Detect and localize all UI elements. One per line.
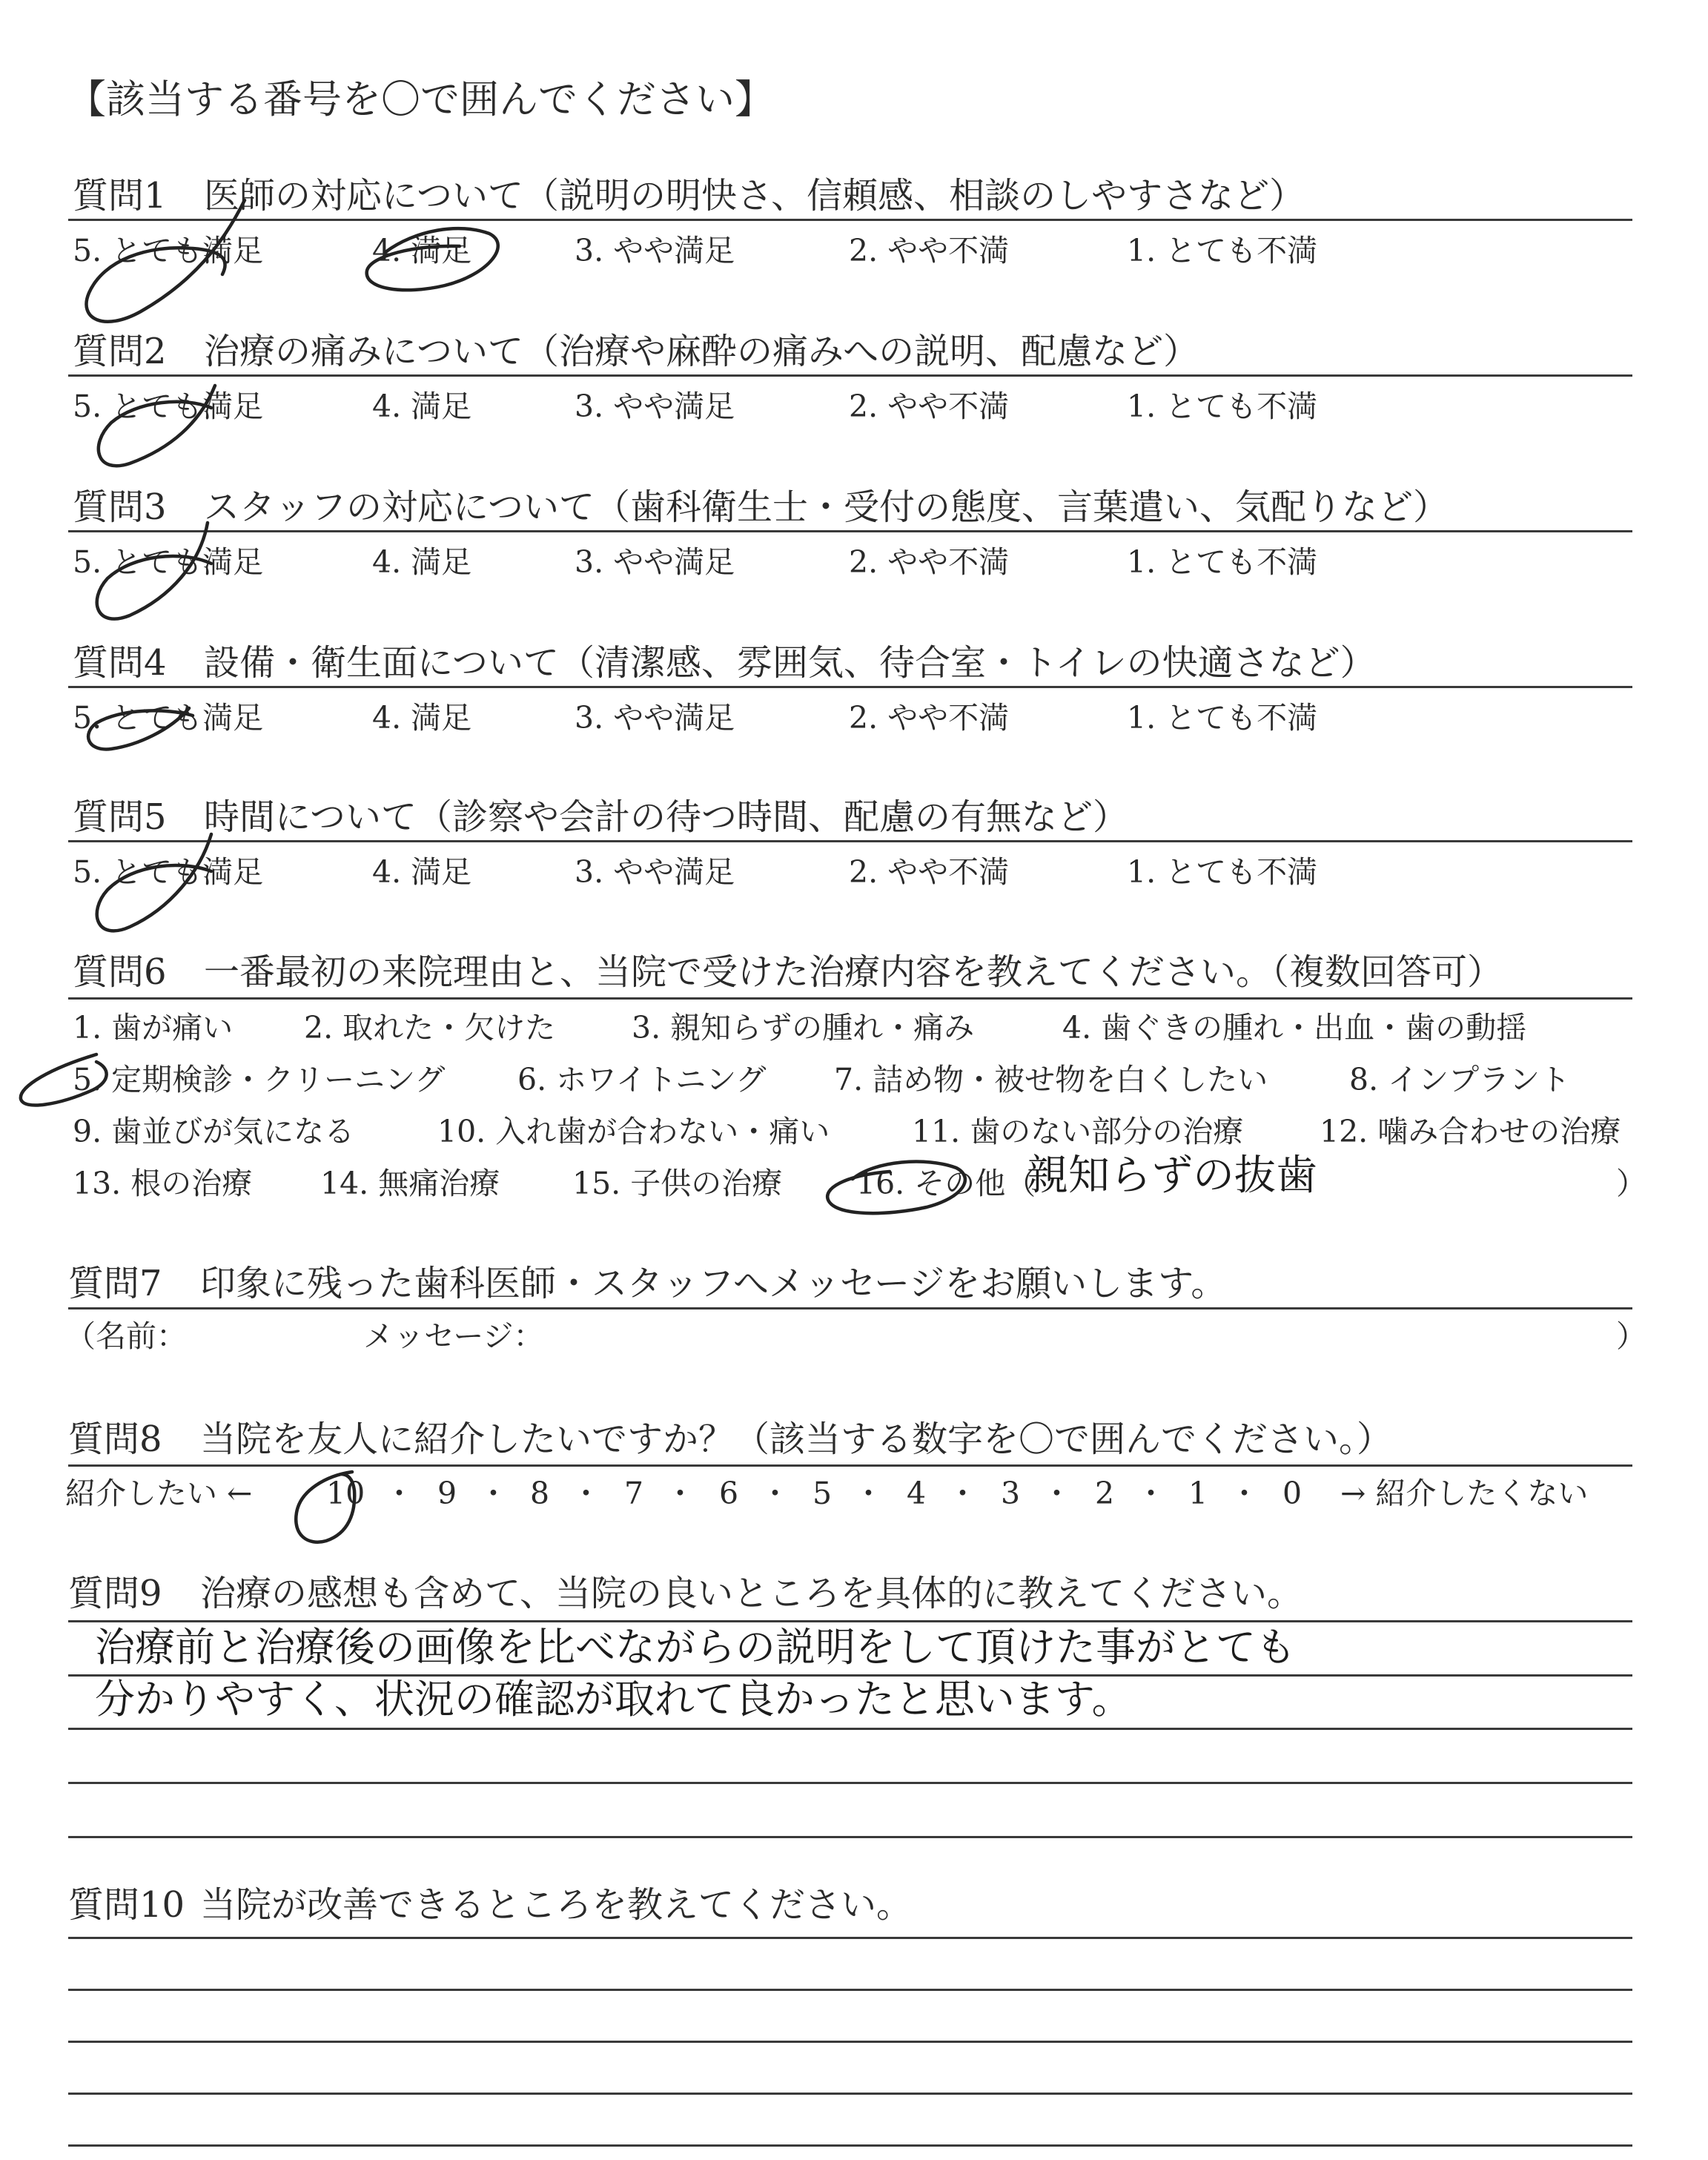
q3-option-2[interactable]: 2. やや不満 bbox=[849, 544, 1010, 580]
q7-close: ） bbox=[1616, 1318, 1646, 1354]
q5-option-4[interactable]: 4. 満足 bbox=[372, 854, 472, 890]
q3-option-4[interactable]: 4. 満足 bbox=[372, 544, 472, 580]
q4-option-2[interactable]: 2. やや不満 bbox=[849, 700, 1010, 736]
q8-sep: ・ bbox=[947, 1476, 978, 1511]
q8-score-7[interactable]: 7 bbox=[624, 1476, 644, 1511]
q8-score-5[interactable]: 5 bbox=[812, 1476, 833, 1511]
q10-label: 質問10 bbox=[68, 1884, 185, 1926]
q7-label: 質問7 bbox=[68, 1263, 162, 1304]
q10-text: 当院が改善できるところを教えてください。 bbox=[200, 1884, 913, 1926]
q9-label: 質問9 bbox=[68, 1573, 162, 1614]
q8-score-3[interactable]: 3 bbox=[1001, 1476, 1021, 1511]
q8-score-8[interactable]: 8 bbox=[530, 1476, 550, 1511]
q4-option-5[interactable]: 5. とても満足 bbox=[73, 700, 264, 736]
q9-text: 治療の感想も含めて、当院の良いところを具体的に教えてください。 bbox=[200, 1573, 1303, 1614]
q8-circle-10 bbox=[296, 1472, 354, 1542]
q1-option-5[interactable]: 5. とても満足 bbox=[73, 233, 264, 268]
q8-label: 質問8 bbox=[68, 1418, 162, 1460]
q5-label: 質問5 bbox=[73, 796, 167, 838]
q7-message-field[interactable]: メッセージ： bbox=[363, 1318, 544, 1354]
q6-option-16[interactable]: 16. その他（ bbox=[856, 1166, 1036, 1201]
q8-score-1[interactable]: 1 bbox=[1188, 1476, 1208, 1511]
q7-text: 印象に残った歯科医師・スタッフへメッセージをお願いします。 bbox=[200, 1263, 1227, 1304]
q2-option-1[interactable]: 1. とても不満 bbox=[1127, 389, 1318, 424]
q8-left-label: 紹介したい ← bbox=[65, 1476, 253, 1511]
q9-answer-line-2[interactable]: 分かりやすく、状況の確認が取れて良かったと思います。 bbox=[95, 1676, 1132, 1723]
q8-score-2[interactable]: 2 bbox=[1095, 1476, 1115, 1511]
q6-other-answer[interactable]: 親知らずの抜歯 bbox=[1027, 1152, 1317, 1200]
q6-option-10[interactable]: 10. 入れ歯が合わない・痛い bbox=[437, 1114, 830, 1149]
q6-circle-16 bbox=[827, 1162, 965, 1214]
q6-option-14[interactable]: 14. 無痛治療 bbox=[320, 1166, 500, 1201]
q2-option-3[interactable]: 3. やや満足 bbox=[575, 389, 735, 424]
q2-text: 治療の痛みについて（治療や麻酔の痛みへの説明、配慮など） bbox=[204, 331, 1199, 372]
q8-right-label: → 紹介したくない bbox=[1340, 1476, 1589, 1511]
q8-sep: ・ bbox=[760, 1476, 790, 1511]
q2-option-2[interactable]: 2. やや不満 bbox=[849, 389, 1010, 424]
q1-text: 医師の対応について（説明の明快さ、信頼感、相談のしやすさなど） bbox=[204, 175, 1305, 217]
q9-answer-line-1[interactable]: 治療前と治療後の画像を比べながらの説明をして頂けた事がとても bbox=[95, 1624, 1296, 1671]
q2-label: 質問2 bbox=[73, 331, 167, 372]
q8-score-9[interactable]: 9 bbox=[437, 1476, 457, 1511]
q6-option-15[interactable]: 15. 子供の治療 bbox=[572, 1166, 783, 1201]
q6-option-1[interactable]: 1. 歯が痛い bbox=[73, 1010, 234, 1046]
q3-text: スタッフの対応について（歯科衛生士・受付の態度、言葉遣い、気配りなど） bbox=[204, 486, 1449, 528]
q3-circle-5 bbox=[97, 523, 211, 619]
q8-sep: ・ bbox=[571, 1476, 601, 1511]
q5-option-5[interactable]: 5. とても満足 bbox=[73, 854, 264, 890]
q8-sep: ・ bbox=[1042, 1476, 1072, 1511]
q6-option-8[interactable]: 8. インプラント bbox=[1349, 1062, 1571, 1097]
q5-text: 時間について（診察や会計の待つ時間、配慮の有無など） bbox=[204, 796, 1129, 838]
q6-option-11[interactable]: 11. 歯のない部分の治療 bbox=[912, 1114, 1244, 1149]
q6-option-9[interactable]: 9. 歯並びが気になる bbox=[73, 1114, 355, 1149]
q6-option-3[interactable]: 3. 親知らずの腫れ・痛み bbox=[632, 1010, 975, 1046]
q3-option-1[interactable]: 1. とても不満 bbox=[1127, 544, 1318, 580]
q8-sep: ・ bbox=[1136, 1476, 1166, 1511]
q3-option-3[interactable]: 3. やや満足 bbox=[575, 544, 735, 580]
q4-option-4[interactable]: 4. 満足 bbox=[372, 700, 472, 736]
q5-option-2[interactable]: 2. やや不満 bbox=[849, 854, 1010, 890]
q4-text: 設備・衛生面について（清潔感、雰囲気、待合室・トイレの快適さなど） bbox=[204, 642, 1376, 684]
q4-option-3[interactable]: 3. やや満足 bbox=[575, 700, 735, 736]
q6-circle-5 bbox=[21, 1054, 107, 1106]
q1-circle-4 bbox=[367, 228, 498, 290]
q1-circle-5 bbox=[86, 200, 245, 322]
q8-text: 当院を友人に紹介したいですか？（該当する数字を〇で囲んでください。） bbox=[200, 1418, 1393, 1460]
q6-option-13[interactable]: 13. 根の治療 bbox=[73, 1166, 253, 1201]
q6-option-4[interactable]: 4. 歯ぐきの腫れ・出血・歯の動揺 bbox=[1062, 1010, 1527, 1046]
q8-sep: ・ bbox=[384, 1476, 414, 1511]
q6-option-6[interactable]: 6. ホワイトニング bbox=[517, 1062, 767, 1097]
q1-option-4[interactable]: 4. 満足 bbox=[372, 233, 472, 268]
q1-option-2[interactable]: 2. やや不満 bbox=[849, 233, 1010, 268]
q6-option-5[interactable]: 5. 定期検診・クリーニング bbox=[73, 1062, 446, 1097]
form-header: 【該当する番号を〇で囲んでください】 bbox=[67, 77, 774, 122]
q2-circle-5 bbox=[99, 386, 215, 466]
q6-option-12[interactable]: 12. 噛み合わせの治療 bbox=[1320, 1114, 1621, 1149]
q4-label: 質問4 bbox=[73, 642, 167, 684]
q5-option-3[interactable]: 3. やや満足 bbox=[575, 854, 735, 890]
q6-other-close: ） bbox=[1616, 1166, 1646, 1201]
q6-label: 質問6 bbox=[73, 951, 167, 993]
q2-option-4[interactable]: 4. 満足 bbox=[372, 389, 472, 424]
q4-circle-5 bbox=[88, 708, 193, 749]
q8-sep: ・ bbox=[1229, 1476, 1260, 1511]
q8-score-10[interactable]: 10 bbox=[326, 1476, 365, 1511]
q8-score-0[interactable]: 0 bbox=[1282, 1476, 1302, 1511]
q8-sep: ・ bbox=[665, 1476, 695, 1511]
q8-sep: ・ bbox=[478, 1476, 509, 1511]
q6-text: 一番最初の来院理由と、当院で受けた治療内容を教えてください。（複数回答可） bbox=[204, 951, 1503, 993]
q7-name-field[interactable]: （名前： bbox=[65, 1318, 187, 1354]
q6-option-7[interactable]: 7. 詰め物・被せ物を白くしたい bbox=[834, 1062, 1268, 1097]
q5-option-1[interactable]: 1. とても不満 bbox=[1127, 854, 1318, 890]
q2-option-5[interactable]: 5. とても満足 bbox=[73, 389, 264, 424]
q8-score-6[interactable]: 6 bbox=[719, 1476, 739, 1511]
q5-circle-5 bbox=[97, 834, 211, 931]
q1-option-3[interactable]: 3. やや満足 bbox=[575, 233, 735, 268]
q8-score-4[interactable]: 4 bbox=[907, 1476, 927, 1511]
q8-sep: ・ bbox=[853, 1476, 884, 1511]
q3-label: 質問3 bbox=[73, 486, 167, 528]
q6-option-2[interactable]: 2. 取れた・欠けた bbox=[304, 1010, 556, 1046]
q1-label: 質問1 bbox=[73, 175, 167, 217]
q1-option-1[interactable]: 1. とても不満 bbox=[1127, 233, 1318, 268]
q4-option-1[interactable]: 1. とても不満 bbox=[1127, 700, 1318, 736]
q3-option-5[interactable]: 5. とても満足 bbox=[73, 544, 264, 580]
